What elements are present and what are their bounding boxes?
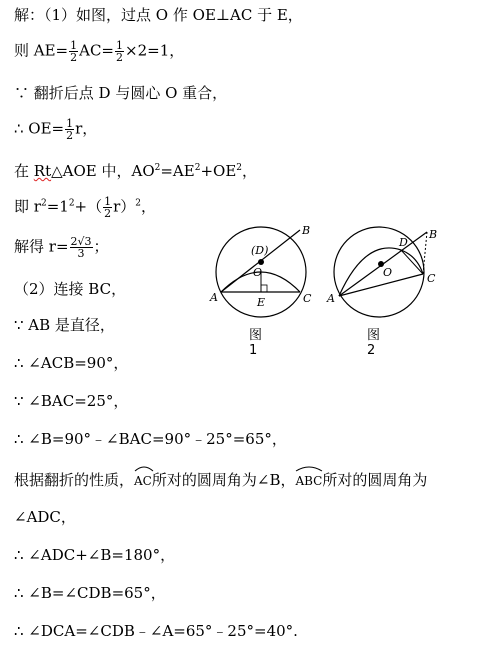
arc-label: AC	[134, 474, 152, 488]
text: r）	[113, 197, 136, 216]
right-angle-mark	[261, 285, 267, 292]
solution-line-13	[14, 470, 427, 490]
circle	[334, 227, 424, 317]
solution-line-10	[14, 354, 128, 372]
fraction	[65, 118, 74, 141]
text: r，	[75, 119, 98, 138]
solution-line-11	[14, 392, 128, 410]
text: ∴ ∠DCA=∠CDB﹣∠A=65°﹣25°=40°.	[14, 622, 298, 640]
text: ∴ OE=	[14, 119, 65, 138]
solution-line-7	[14, 236, 109, 259]
text: 所对的圆周角为	[322, 471, 428, 489]
solution-line-14	[14, 508, 76, 526]
arc-mark-icon	[134, 465, 154, 471]
fraction	[69, 40, 78, 63]
figure-2	[326, 227, 437, 317]
superscript: 2	[135, 198, 142, 209]
label-c: C	[427, 272, 436, 285]
text: ∴ ∠B=90°﹣∠BAC=90°﹣25°=65°，	[14, 430, 287, 448]
solution-line-6	[14, 196, 156, 219]
label-o: O	[253, 266, 263, 279]
text: 所对的圆周角为∠B，	[151, 471, 296, 489]
text: ，	[242, 162, 258, 180]
numerator: 1	[66, 117, 74, 130]
denominator: 3	[77, 247, 85, 260]
solution-line-15	[14, 546, 175, 564]
arc-ac	[134, 470, 152, 490]
figure-1	[209, 224, 312, 317]
figure-2-caption: 图 2	[367, 328, 381, 358]
text: △AOE 中，AO	[51, 162, 155, 180]
arc-label: ABC	[295, 474, 323, 488]
numerator: 1	[70, 39, 78, 52]
text: 根据翻折的性质，	[14, 471, 135, 489]
solution-line-12	[14, 430, 287, 448]
solution-line-2	[14, 40, 184, 63]
text: ∠ADC，	[14, 508, 76, 526]
text: ，	[141, 197, 157, 216]
denominator: 2	[116, 51, 124, 64]
denominator: 2	[66, 129, 74, 142]
solution-line-17	[14, 622, 298, 640]
fraction	[70, 236, 93, 259]
text-underlined: Rt	[33, 162, 52, 180]
label-d: (D)	[251, 244, 269, 257]
text: +（	[74, 197, 103, 216]
center-point	[258, 259, 264, 265]
text: ；	[93, 237, 109, 256]
label-o: O	[383, 266, 393, 279]
label-e: E	[257, 296, 266, 309]
superscript: 2	[236, 163, 243, 173]
superscript: 2	[68, 198, 75, 209]
numerator: 2√3	[70, 235, 92, 248]
text: =1	[46, 197, 69, 216]
chord-ac	[339, 274, 423, 296]
folded-arc	[339, 248, 423, 296]
solution-line-8	[14, 280, 126, 298]
solution-line-4	[14, 118, 97, 141]
label-b: B	[429, 228, 438, 241]
text: ∴ ∠B=∠CDB=65°，	[14, 584, 166, 602]
solution-line-9	[14, 316, 115, 334]
label-a: A	[327, 292, 335, 305]
solution-line-5	[14, 162, 257, 180]
superscript: 2	[40, 198, 47, 209]
solution-line-3	[14, 84, 227, 102]
text: （2）连接 BC，	[14, 280, 127, 298]
arc-mark-icon	[295, 465, 323, 471]
text: 在	[14, 162, 34, 180]
text: 解得 r=	[14, 237, 69, 256]
denominator: 2	[104, 207, 112, 220]
text: ∵ ∠BAC=25°，	[14, 392, 129, 410]
text: ∵ AB 是直径，	[14, 316, 115, 334]
text: 即 r	[14, 197, 41, 216]
superscript: 2	[194, 163, 201, 173]
label-d: D	[399, 236, 408, 249]
numerator: 1	[104, 195, 112, 208]
text: ∴ ∠ADC+∠B=180°，	[14, 546, 176, 564]
text: ×2=1，	[125, 41, 185, 60]
solution-line-1	[14, 6, 303, 24]
fraction	[115, 40, 124, 63]
figure-1-caption: 图 1	[249, 328, 263, 358]
label-c: C	[303, 292, 312, 305]
text: ∴ ∠ACB=90°，	[14, 354, 129, 372]
numerator: 1	[116, 39, 124, 52]
label-a: A	[210, 291, 218, 304]
label-b: B	[302, 224, 311, 237]
text: +OE	[200, 162, 237, 180]
text: 则 AE=	[14, 41, 69, 60]
solution-line-16	[14, 584, 166, 602]
superscript: 2	[154, 163, 161, 173]
denominator: 2	[70, 51, 78, 64]
text: =AE	[160, 162, 195, 180]
text: ∵ 翻折后点 D 与圆心 O 重合，	[14, 84, 228, 102]
arc-abc	[295, 470, 322, 490]
text: AC=	[79, 41, 115, 60]
fraction	[103, 196, 112, 219]
text: 解：（1）如图，过点 O 作 OE⊥AC 于 E，	[14, 6, 303, 24]
